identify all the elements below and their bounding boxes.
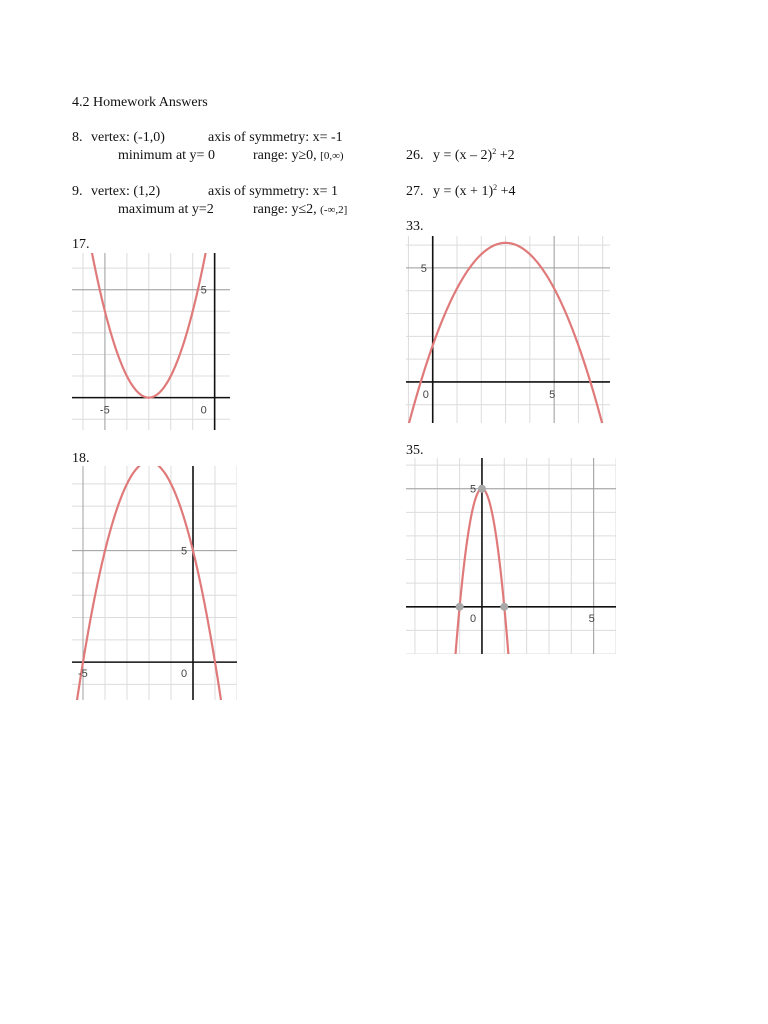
x-tick-label: 0 [422, 388, 429, 401]
x-tick-label: 0 [469, 612, 477, 625]
problem-8-range [253, 148, 344, 164]
key-point [500, 603, 508, 611]
problem-27-equation [433, 184, 516, 200]
graph-33 [406, 236, 610, 423]
problem-9-maximum: maximum at y=2 [118, 202, 214, 217]
graph-17-label: 17. [72, 237, 90, 252]
problem-9-number: 9. [72, 184, 83, 199]
x-tick-label: 5 [588, 612, 595, 625]
problem-26-rhs: +2 [496, 148, 515, 163]
problem-8-number: 8. [72, 130, 83, 145]
problem-8-range-text: range: y≥0, [253, 148, 317, 163]
problem-26-exponent: 2 [492, 147, 497, 156]
graph-33-label: 33. [406, 219, 424, 234]
x-tick-label: -5 [99, 404, 110, 417]
x-tick-label: 5 [549, 388, 556, 401]
problem-27-exponent: 2 [493, 183, 498, 192]
graph-18-label: 18. [72, 451, 90, 466]
parabola-curve [406, 243, 610, 423]
problem-9-vertex: vertex: (1,2) [91, 184, 161, 199]
grid [406, 458, 616, 654]
problem-27-number: 27. [406, 184, 424, 199]
page-title: 4.2 Homework Answers [72, 95, 208, 110]
graph-35 [406, 458, 616, 654]
y-tick-label: 5 [420, 262, 427, 275]
parabola-curve [72, 466, 237, 700]
x-tick-label: 0 [200, 404, 207, 417]
problem-9-range [253, 202, 347, 218]
grid [72, 253, 230, 430]
y-tick-label: 5 [200, 284, 207, 297]
graph-35-label: 35. [406, 443, 424, 458]
problem-26-equation [433, 148, 515, 164]
problem-26-number: 26. [406, 148, 424, 163]
key-point [456, 603, 464, 611]
key-point [478, 485, 486, 493]
grid [406, 236, 610, 423]
problem-8-minimum: minimum at y= 0 [118, 148, 215, 163]
problem-27-lhs: y = (x + 1) [433, 184, 494, 199]
y-tick-label: 5 [181, 545, 188, 558]
problem-26-lhs: y = (x – 2) [433, 148, 493, 163]
problem-9-axis: axis of symmetry: x= 1 [208, 184, 338, 199]
graph-18 [72, 466, 237, 700]
problem-27-rhs: +4 [497, 184, 516, 199]
x-tick-label: 0 [181, 668, 188, 681]
problem-8-range-interval: [0,∞) [320, 150, 344, 162]
problem-9-range-interval: (-∞,2] [320, 204, 348, 216]
x-tick-label: -5 [78, 668, 88, 681]
problem-8-axis: axis of symmetry: x= -1 [208, 130, 343, 145]
graph-17 [72, 253, 230, 430]
y-tick-label: 5 [469, 483, 477, 496]
problem-9-range-text: range: y≤2, [253, 202, 317, 217]
problem-8-vertex: vertex: (-1,0) [91, 130, 165, 145]
